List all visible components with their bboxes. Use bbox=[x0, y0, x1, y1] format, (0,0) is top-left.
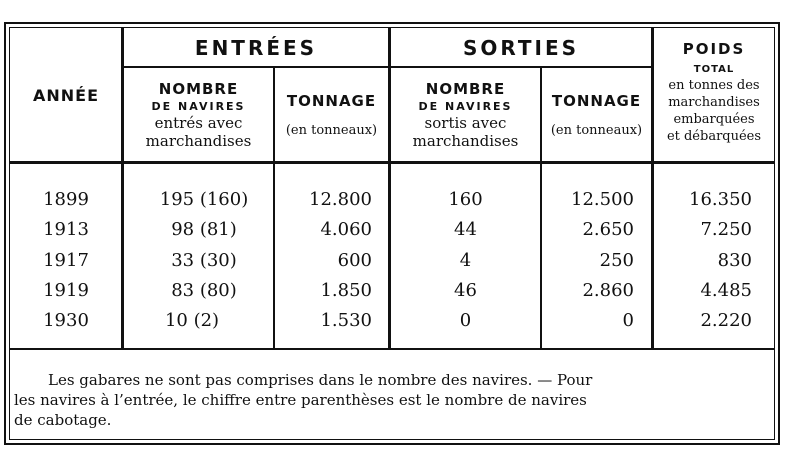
table-cell-entrees-tonnage: 600 bbox=[337, 250, 372, 271]
table-cell-poids: 4.485 bbox=[700, 280, 752, 301]
header-poids-title: POIDS bbox=[682, 40, 746, 58]
table-cell-sorties-tonnage: 12.500 bbox=[571, 189, 634, 210]
header-poids-line4: et débarquées bbox=[666, 129, 762, 144]
table-cell-entrees-nombre: 83 (80) bbox=[171, 280, 237, 301]
table-cell-sorties-nombre: 46 bbox=[454, 280, 477, 301]
header-poids-line2: marchandises bbox=[668, 95, 760, 110]
header-sorties-tonnage-title: TONNAGE bbox=[551, 92, 642, 110]
header-sorties: SORTIES bbox=[462, 36, 580, 60]
header-entrees-nombre-line2: marchandises bbox=[145, 132, 252, 150]
table-cell-entrees-nombre: 195 (160) bbox=[159, 189, 249, 210]
table-cell-sorties-nombre: 160 bbox=[448, 189, 483, 210]
table-cell-annee: 1917 bbox=[43, 250, 89, 271]
header-sorties-nombre-title: NOMBRE bbox=[425, 80, 506, 98]
table-cell-annee: 1913 bbox=[43, 219, 89, 240]
rule-above-note bbox=[9, 348, 774, 350]
table-cell-poids: 16.350 bbox=[689, 189, 752, 210]
header-sorties-nombre-line1: sortis avec bbox=[424, 114, 507, 132]
table-cell-sorties-tonnage: 2.860 bbox=[582, 280, 634, 301]
table-cell-sorties-nombre: 4 bbox=[459, 250, 472, 271]
table-cell-entrees-tonnage: 1.530 bbox=[320, 310, 372, 331]
header-sorties-tonnage-unit: (en tonneaux) bbox=[550, 123, 643, 138]
header-entrees-nombre-sub: DE NAVIRES bbox=[151, 100, 246, 113]
header-entrees-tonnage-unit: (en tonneaux) bbox=[285, 123, 378, 138]
header-sorties-nombre-line2: marchandises bbox=[412, 132, 519, 150]
table-cell-poids: 2.220 bbox=[700, 310, 752, 331]
table-cell-poids: 830 bbox=[717, 250, 752, 271]
footnote-line-3: de cabotage. bbox=[14, 411, 112, 429]
table-cell-entrees-tonnage: 12.800 bbox=[309, 189, 372, 210]
header-entrees-nombre-title: NOMBRE bbox=[158, 80, 239, 98]
table-cell-sorties-nombre: 0 bbox=[459, 310, 472, 331]
rule-under-sorties bbox=[391, 66, 651, 68]
table-cell-entrees-nombre: 98 (81) bbox=[171, 219, 237, 240]
table-cell-entrees-nombre: 10 (2) bbox=[164, 310, 220, 331]
rule-under-entrees bbox=[124, 66, 388, 68]
header-poids-line1: en tonnes des bbox=[668, 78, 760, 93]
table-cell-poids: 7.250 bbox=[700, 219, 752, 240]
table-cell-sorties-tonnage: 250 bbox=[599, 250, 634, 271]
col-divider-entrees-sorties bbox=[388, 27, 391, 349]
table-cell-sorties-tonnage: 2.650 bbox=[582, 219, 634, 240]
header-entrees-tonnage-title: TONNAGE bbox=[286, 92, 377, 110]
header-sorties-nombre-sub: DE NAVIRES bbox=[418, 100, 513, 113]
table-cell-entrees-tonnage: 1.850 bbox=[320, 280, 372, 301]
footnote-line-1: Les gabares ne sont pas comprises dans le nombre des navires. — Pour bbox=[48, 371, 593, 389]
table-cell-sorties-tonnage: 0 bbox=[622, 310, 634, 331]
header-poids-sub: TOTAL bbox=[693, 64, 735, 75]
header-poids-line3: embarquées bbox=[673, 112, 755, 127]
header-entrees-nombre-line1: entrés avec bbox=[154, 114, 243, 132]
header-annee: ANNÉE bbox=[32, 86, 100, 105]
table-cell-sorties-nombre: 44 bbox=[454, 219, 477, 240]
table-cell-entrees-nombre: 33 (30) bbox=[171, 250, 237, 271]
table-cell-entrees-tonnage: 4.060 bbox=[320, 219, 372, 240]
table-cell-annee: 1930 bbox=[43, 310, 89, 331]
rule-under-header bbox=[9, 161, 774, 164]
table-cell-annee: 1899 bbox=[43, 189, 89, 210]
table-cell-annee: 1919 bbox=[43, 280, 89, 301]
col-divider-annee bbox=[121, 27, 124, 349]
header-entrees: ENTRÉES bbox=[194, 36, 318, 60]
footnote-line-2: les navires à l’entrée, le chiffre entre parenthèses est le nombre de navires bbox=[14, 391, 587, 409]
col-divider-sorties-poids bbox=[651, 27, 654, 349]
table-footnote bbox=[14, 370, 764, 430]
